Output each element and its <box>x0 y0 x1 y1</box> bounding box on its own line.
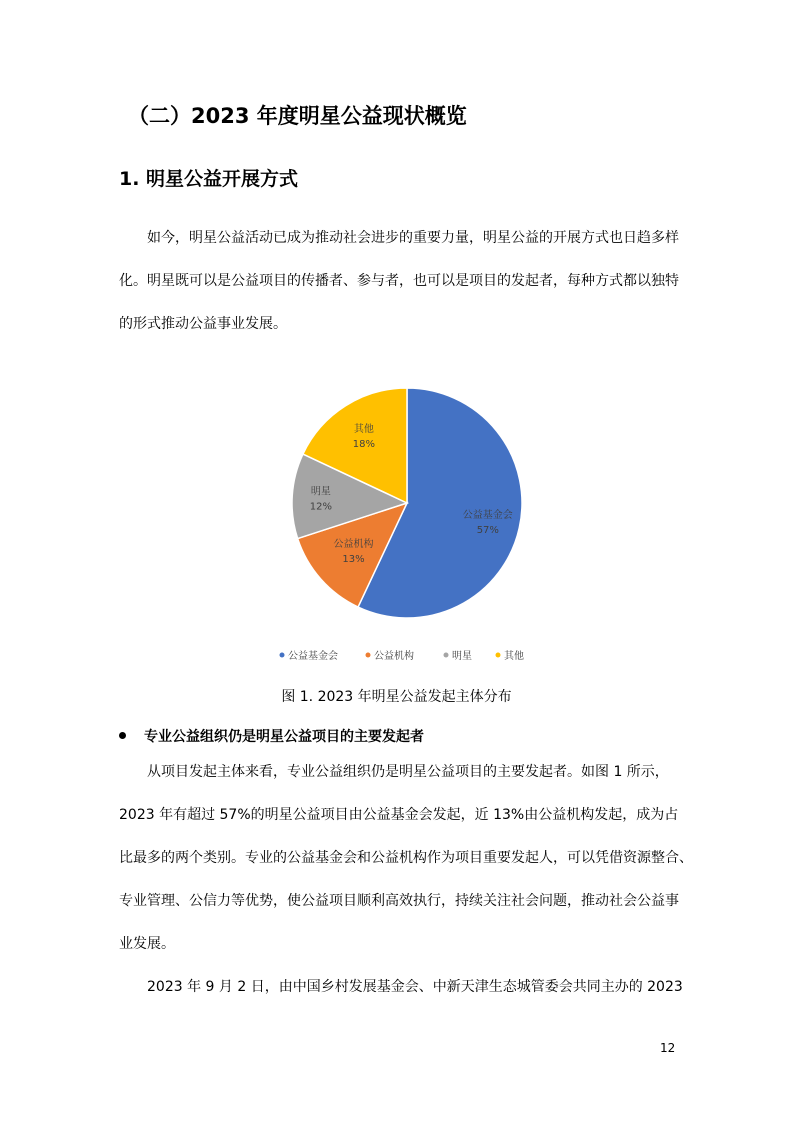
intro-paragraph <box>119 217 679 346</box>
body-line: 专业管理、公信力等优势，使公益项目顺利高效执行，持续关注社会问题，推动社会公益事 <box>119 893 679 909</box>
legend-label: 公益基金会 <box>288 651 338 662</box>
legend-label: 公益机构 <box>374 651 414 662</box>
intro-line: 如今，明星公益活动已成为推动社会进步的重要力量，明星公益的开展方式也日趋多样 <box>147 230 679 246</box>
body-line: 比最多的两个类别。专业的公益基金会和公益机构作为项目重要发起人，可以凭借资源整合、 <box>119 850 693 866</box>
subsection-heading: 1. 明星公益开展方式 <box>119 168 299 190</box>
body-line: 从项目发起主体来看，专业公益组织仍是明星公益项目的主要发起者。如图 1 所示， <box>147 764 669 780</box>
section-heading: （二）2023 年度明星公益现状概览 <box>128 104 467 128</box>
next-line: 2023 年 9 月 2 日，由中国乡村发展基金会、中新天津生态城管委会共同主办的 2023 <box>147 979 683 995</box>
legend-label: 明星 <box>452 651 472 662</box>
bullet-heading-text: 专业公益组织仍是明星公益项目的主要发起者 <box>144 729 424 745</box>
figure-caption: 图 1. 2023 年明星公益发起主体分布 <box>281 689 512 705</box>
slice-category-label: 公益基金会 <box>462 510 513 522</box>
slice-value-label: 12% <box>309 501 333 513</box>
body-line: 2023 年有超过 57%的明星公益项目由公益基金会发起，近 13%由公益机构发起，成为占 <box>119 807 679 823</box>
pie-chart <box>250 350 550 680</box>
legend-marker <box>366 653 371 658</box>
bullet-icon <box>119 732 126 739</box>
intro-line: 的形式推动公益事业发展。 <box>119 316 287 332</box>
legend-marker <box>496 653 501 658</box>
next-paragraph <box>119 966 683 1009</box>
slice-category-label: 公益机构 <box>333 539 374 551</box>
page-number: 12 <box>660 1041 676 1055</box>
legend-marker <box>444 653 449 658</box>
bullet-heading <box>119 726 424 746</box>
slice-category-label: 明星 <box>310 486 331 498</box>
body-paragraph <box>119 751 693 966</box>
slice-category-label: 其他 <box>353 424 374 436</box>
body-line: 业发展。 <box>119 936 175 952</box>
intro-line: 化。明星既可以是公益项目的传播者、参与者，也可以是项目的发起者，每种方式都以独特 <box>119 273 679 289</box>
pie-chart-container <box>250 350 550 680</box>
slice-value-label: 13% <box>342 554 365 566</box>
legend-marker <box>280 653 285 658</box>
slice-value-label: 18% <box>352 439 375 451</box>
legend-label: 其他 <box>504 651 524 662</box>
slice-value-label: 57% <box>476 525 499 537</box>
